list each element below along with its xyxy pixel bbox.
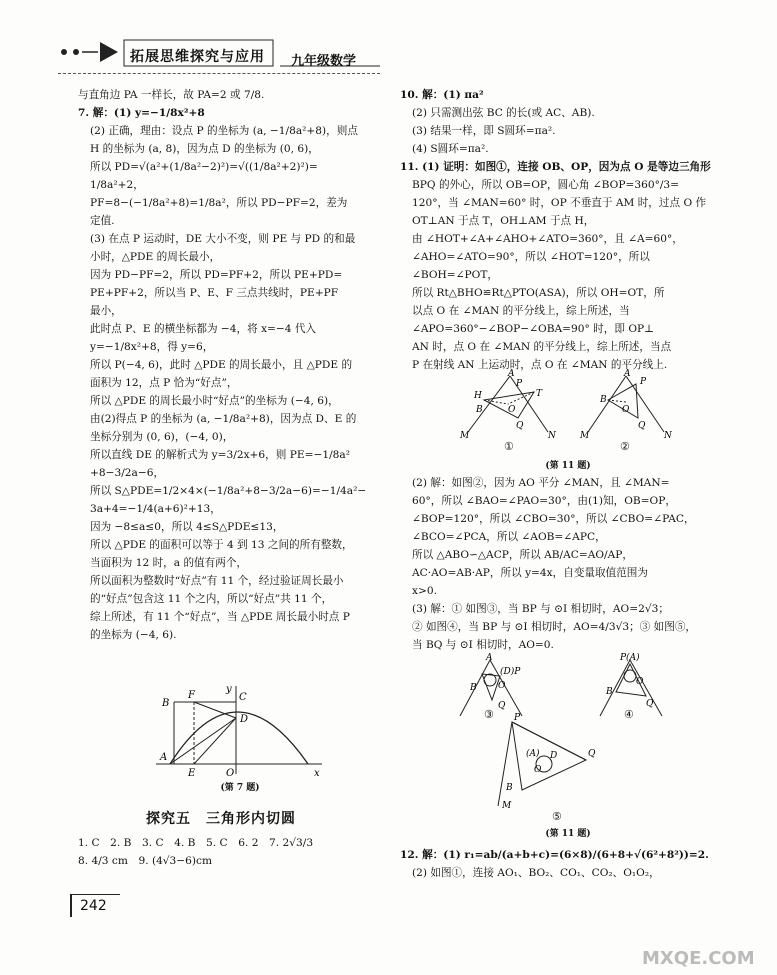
- text-line: (2) 如图①，连接 AO₁、BO₂、CO₁、CO₂、O₁O₂，: [412, 867, 660, 879]
- fig11b-label: Q: [646, 699, 654, 709]
- right-column: [400, 86, 718, 374]
- answer-line: 8. 4/3 cm 9. (4√3−6)cm: [78, 855, 213, 867]
- text-line: +8−3/2a−6，: [90, 467, 165, 479]
- text-line: 1/8a²+2，: [90, 179, 144, 191]
- fig11b-label: Q: [588, 749, 596, 759]
- text-line: 以点 O 在 ∠MAN 的平分线上，综上所述，当: [412, 305, 630, 317]
- subfigure-label: ④: [624, 708, 634, 721]
- fig11b-label: O: [534, 765, 542, 775]
- right-column-mid: [400, 474, 718, 654]
- fig7-label: E: [188, 768, 196, 779]
- text-line: ∠BOH=∠POT，: [412, 269, 499, 281]
- fig11a-label: T: [536, 389, 543, 399]
- fig11b-label: (A): [526, 749, 540, 759]
- problem-7-title: 7. 解：(1) y=−1/8x²+8: [78, 107, 205, 119]
- text-line: 的“好点”包含这 11 个之内，所以“好点”共 11 个，: [90, 593, 333, 605]
- fig11a-label: B: [476, 405, 483, 415]
- fig11b-label: A: [486, 653, 493, 663]
- page-number: 242: [80, 898, 107, 914]
- text-line: 3a+4=−1/4(a+6)²+13，: [90, 503, 221, 515]
- text-line: 小时，△PDE 的周长最小，: [90, 251, 221, 263]
- fig11a-label: B: [600, 395, 607, 405]
- header-brand: 拓展思维探究与应用: [130, 49, 265, 65]
- page-header: [58, 38, 380, 76]
- text-line: (2) 解：如图②，因为 AO 平分 ∠MAN，且 ∠MAN=: [412, 477, 670, 489]
- text-line: BPQ 的外心，所以 OB=OP，圆心角 ∠BOP=360°/3=: [412, 179, 680, 191]
- text-line: 所以 △PDE 的面积可以等于 4 到 13 之间的所有整数，: [90, 539, 353, 551]
- text-line: 与直角边 PA 一样长，故 PA=2 或 7/8.: [78, 89, 265, 101]
- fig11a-label: N: [664, 431, 672, 441]
- text-line: (2) 正确，理由：设点 P 的坐标为 (a, −1/8a²+8)，则点: [90, 125, 358, 137]
- figure-7: [150, 680, 330, 780]
- subfigure-label: ①: [504, 440, 514, 453]
- text-line: x>0.: [412, 585, 437, 597]
- text-line: 所以直线 DE 的解析式为 y=3/2x+6，则 PE=−1/8a²: [90, 449, 350, 461]
- text-line: (3) 结果一样，即 S圆环=πa².: [412, 125, 556, 137]
- text-line: 坐标分别为 (0, 6)，(−4, 0)，: [90, 431, 234, 443]
- subfigure-label: ⑤: [552, 810, 562, 823]
- text-line: 因为 PD−PF=2，所以 PD=PF+2，所以 PE+PD=: [90, 269, 343, 281]
- subfigure-label: ②: [620, 440, 630, 453]
- text-line: (4) S圆环=πa².: [412, 143, 489, 155]
- fig11b-caption: (第 11 题): [545, 829, 591, 839]
- fig11a-label: A: [508, 369, 515, 379]
- text-line: H 的坐标为 (a, 8)，因为点 D 的坐标为 (0, 6)，: [90, 143, 319, 155]
- fig11a-label: P: [516, 379, 523, 389]
- fig11a-label: Q: [638, 421, 646, 431]
- figure-11-a: [450, 369, 700, 441]
- fig11a-label: A: [624, 369, 631, 379]
- text-line: 因为 −8≤a≤0，所以 4≤S△PDE≤13，: [90, 521, 284, 533]
- fig11b-label: (D)P: [500, 667, 521, 677]
- watermark: MXQE.COM: [642, 948, 755, 969]
- answer-line: 1. C 2. B 3. C 4. B 5. C 6. 2 7. 2√3/3: [78, 837, 314, 849]
- text-line: 由 ∠HOT+∠A+∠AHO+∠ATO=360°，且 ∠A=60°，: [412, 233, 683, 245]
- fig11a-label: N: [548, 431, 556, 441]
- problem-12-title: 12. 解：(1) r₁=ab/(a+b+c)=(6×8)/(6+8+√(6²+8²))=2.: [400, 849, 709, 861]
- text-line: 所以 S△PDE=1/2×4×(−1/8a²+8−3/2a−6)=−1/4a²−: [90, 485, 367, 497]
- fig11a-label: Q: [516, 421, 524, 431]
- text-line: (2) 只需测出弦 BC 的长(或 AC、AB).: [412, 107, 595, 119]
- section-title: 探究五 三角形内切圆: [146, 811, 296, 827]
- header-grade: 九年级数学: [291, 54, 357, 69]
- subfigure-label: ③: [484, 708, 494, 721]
- fig7-caption: (第 7 题): [220, 783, 260, 793]
- text-line: ∠BCO=∠PCA，所以 ∠AOB=∠APC，: [412, 531, 606, 543]
- text-line: (3) 在点 P 运动时，DE 大小不变，则 PE 与 PD 的和最: [90, 233, 356, 245]
- fig11b-label: P: [514, 713, 521, 723]
- fig11b-label: P(A): [620, 653, 640, 663]
- text-line: 当面积为 12 时，a 的值有两个，: [90, 557, 248, 569]
- text-line: 所以 Rt△BHO≌Rt△PTO(ASA)，所以 OH=OT，所: [412, 287, 665, 299]
- fig7-label: F: [188, 690, 195, 701]
- fig7-label: A: [160, 752, 168, 763]
- text-line: 定值.: [90, 215, 115, 227]
- text-line: OT⊥AN 于点 T，OH⊥AM 于点 H，: [412, 215, 595, 227]
- text-line: 此时点 P、E 的横坐标都为 −4，将 x=−4 代入: [90, 323, 317, 335]
- fig7-label: B: [162, 698, 170, 709]
- text-line: 所以 P(−4, 6)，此时 △PDE 的周长最小，且 △PDE 的: [90, 359, 353, 371]
- text-line: ② 如图④，当 BP 与 ⊙I 相切时，AO=4/3√3；③ 如图⑤，: [412, 621, 697, 633]
- text-line: 面积为 12，点 P 恰为“好点”，: [90, 377, 238, 389]
- text-line: 的坐标为 (−4, 6).: [90, 629, 177, 641]
- text-line: (3) 解：① 如图③，当 BP 与 ⊙I 相切时，AO=2√3；: [412, 603, 669, 615]
- text-line: ∠AHO=∠ATO=90°，所以 ∠HOT=120°，所以: [412, 251, 650, 263]
- text-line: PE+PF+2，所以当 P、E、F 三点共线时，PE+PF: [90, 287, 339, 299]
- figure-11-b: [440, 653, 700, 830]
- fig11a-label: M: [580, 431, 590, 441]
- text-line: y=−1/8x²+8，得 y=6，: [90, 341, 214, 353]
- text-line: 综上所述，有 11 个“好点”，当 △PDE 周长最小时点 P: [90, 611, 350, 623]
- fig7-label: x: [314, 768, 320, 779]
- fig11b-label: Q: [498, 701, 506, 711]
- text-line: 当 BQ 与 ⊙I 相切时，AO=0.: [412, 639, 554, 651]
- problem-10-title: 10. 解：(1) πa²: [400, 89, 484, 101]
- text-line: ∠BOP=120°，所以 ∠CBO=30°，所以 ∠CBO=∠PAC，: [412, 513, 695, 525]
- fig11b-label: D: [550, 751, 558, 761]
- fig7-label: C: [239, 692, 247, 703]
- text-line: 60°，所以 ∠BAO=∠PAO=30°，由(1)知，OB=OP，: [412, 495, 676, 507]
- section-5: [78, 800, 378, 870]
- text-line: ∠APO=360°−∠BOP−∠OBA=90° 时，即 OP⊥: [412, 323, 655, 335]
- text-line: 所以 PD=√(a²+(1/8a²−2)²)=√((1/8a²+2)²)=: [90, 161, 318, 173]
- text-line: AC·AO=AB·AP，所以 y=4x，自变量取值范围为: [412, 567, 648, 579]
- fig11a-label: H: [474, 391, 482, 401]
- text-line: AN 时，点 O 在 ∠MAN 的平分线上，综上所述，当点: [412, 341, 672, 353]
- fig11b-label: O: [636, 677, 644, 687]
- header-divider: [58, 73, 380, 74]
- fig7-label: O: [226, 768, 235, 779]
- fig11b-label: B: [606, 687, 613, 697]
- text-line: 由(2)得点 P 的坐标为 (a, −1/8a²+8)，因为点 D、E 的: [90, 413, 357, 425]
- fig11b-label: B: [506, 783, 513, 793]
- right-column-bottom: [400, 846, 718, 882]
- fig11a-label: M: [460, 431, 470, 441]
- text-line: 120°，当 ∠MAN=60° 时，OP 不垂直于 AM 时，过点 O 作: [412, 197, 707, 209]
- fig7-label: D: [240, 714, 249, 725]
- text-line: 所以 △ABO∽△ACP，所以 AB/AC=AO/AP，: [412, 549, 633, 561]
- left-column: [78, 86, 378, 644]
- fig11b-label: B: [470, 683, 477, 693]
- fig11a-label: P: [640, 377, 647, 387]
- text-line: 所以面积为整数时“好点”有 11 个，经过验证周长最小: [90, 575, 344, 587]
- fig11a-label: O: [508, 405, 516, 415]
- fig11a-label: O: [622, 405, 630, 415]
- fig11b-label: M: [502, 801, 512, 811]
- text-line: P 在射线 AN 上运动时，点 O 在 ∠MAN 的平分线上.: [412, 359, 668, 371]
- problem-11-title: 11. (1) 证明：如图①，连接 OB、OP，因为点 O 是等边三角形: [400, 161, 711, 173]
- fig7-label: y: [226, 684, 232, 695]
- text-line: 所以 △PDE 的周长最小时“好点”的坐标为 (−4, 6)，: [90, 395, 339, 407]
- fig11a-caption: (第 11 题): [545, 461, 591, 471]
- fig11b-label: O: [498, 681, 506, 691]
- text-line: PF=8−(−1/8a²+8)=1/8a²，所以 PD−PF=2，差为: [90, 197, 348, 209]
- text-line: 最小，: [90, 305, 122, 317]
